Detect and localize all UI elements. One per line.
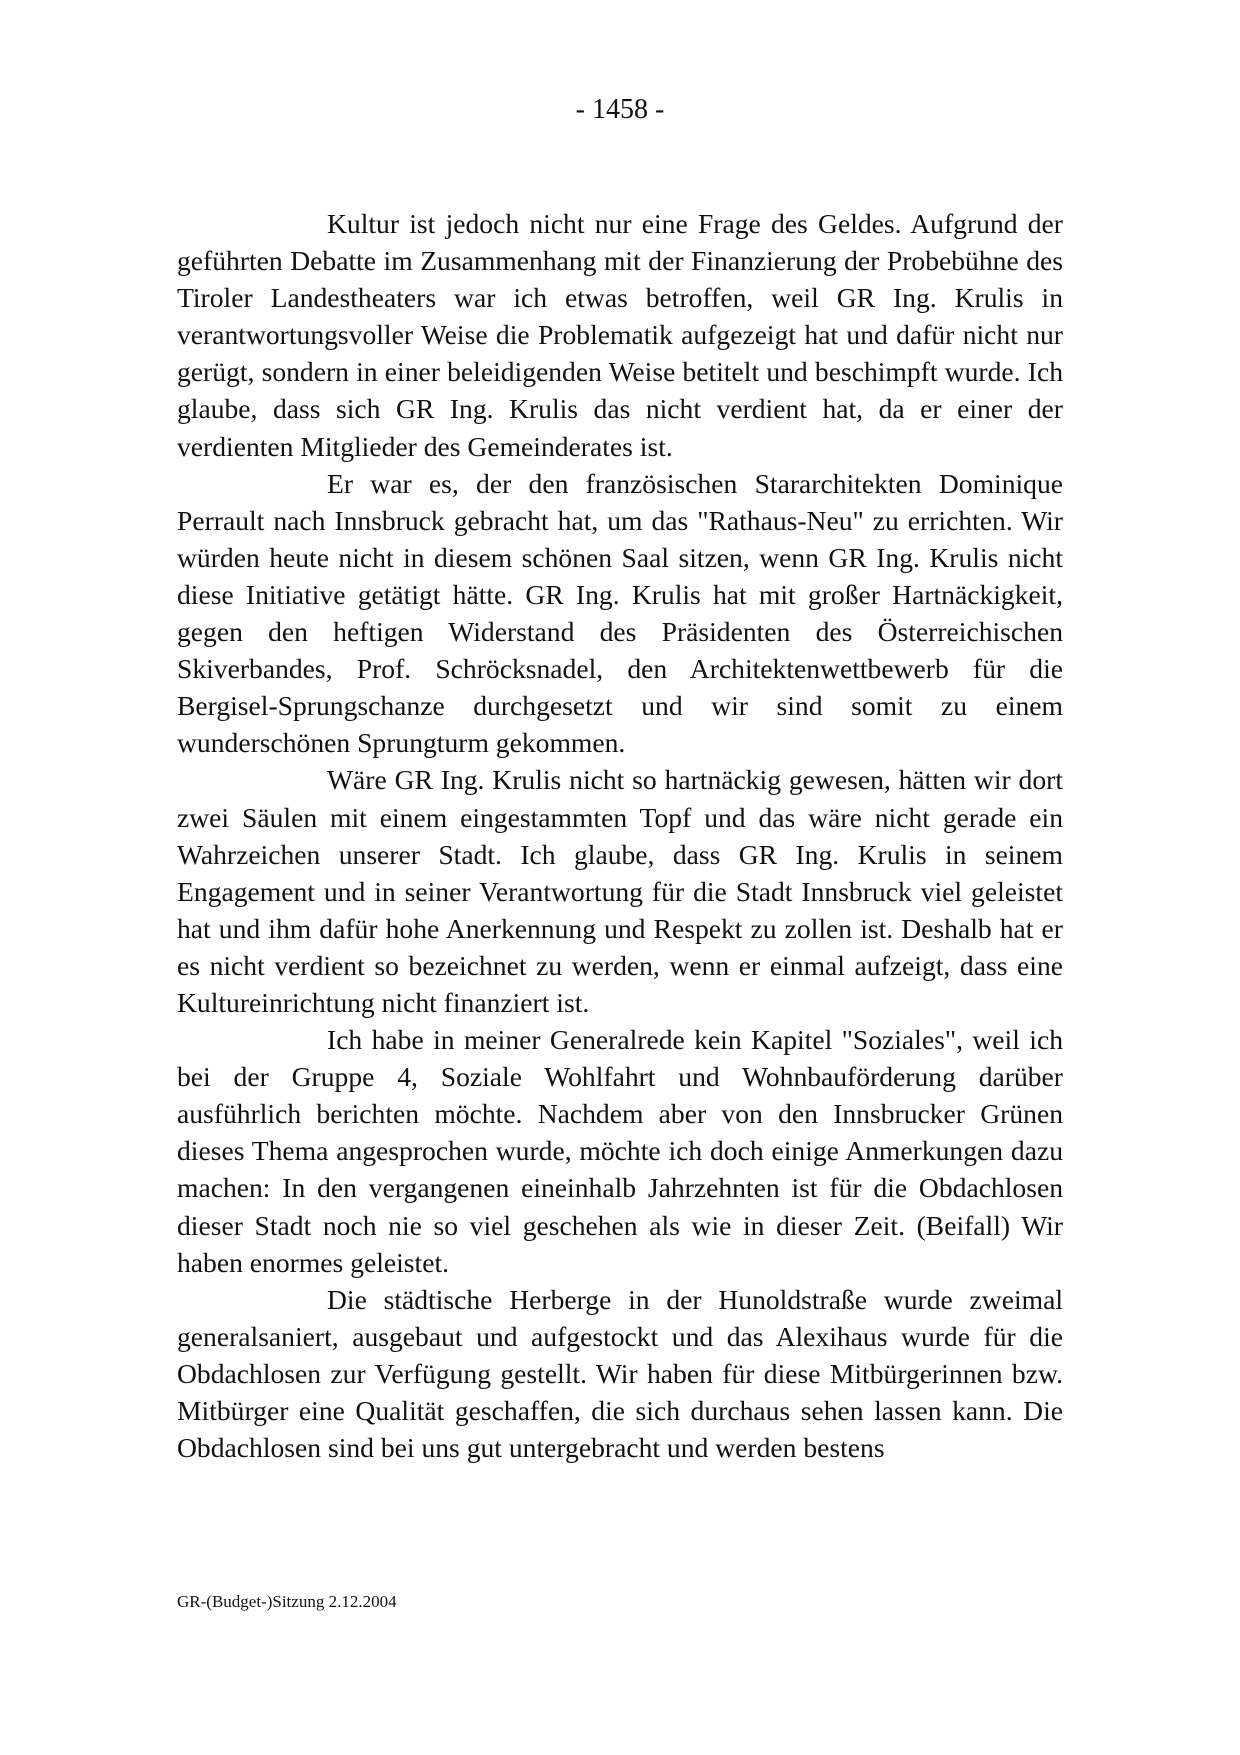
paragraph-herberge: Die städtische Herberge in der Hunoldstraße wurde zweimal generalsaniert, ausgebaut und aufgestockt und das Alexihaus wurde für die Obdachlosen zur Verfügung gestellt. Wir haben für diese Mitbürgerinnen bzw. Mitbürger eine Qualität geschaffen, die sich durchaus sehen lassen kann. Die Obdachlosen sind bei uns gut untergebracht und werden bestens (177, 1283, 1063, 1464)
paragraph-kultur: Kultur ist jedoch nicht nur eine Frage des Geldes. Aufgrund der geführten Debatte im Zusammenhang mit der Finanzierung der Probebühne des Tiroler Landestheaters war ich etwas betroffen, weil GR Ing. Krulis in verantwortungsvoller Weise die Problematik aufgezeigt hat und dafür nicht nur gerügt, sondern in einer beleidigenden Weise betitelt und beschimpft wurde. Ich glaube, dass sich GR Ing. Krulis das nicht verdient hat, da er einer der verdienten Mitglieder des Gemeinderates ist. (177, 208, 1063, 462)
footer-session-date: GR-(Budget-)Sitzung 2.12.2004 (177, 1592, 397, 1611)
page-number: - 1458 - (575, 94, 665, 125)
paragraph-perrault: Er war es, der den französischen Stararchitekten Dominique Perrault nach Innsbruck gebracht hat, um das "Rathaus-Neu" zu errichten. Wir würden heute nicht in diesem schönen Saal sitzen, wenn GR Ing. Krulis nicht diese Initiative getätigt hätte. GR Ing. Krulis hat mit großer Hartnäckigkeit, gegen den heftigen Widerstand des Präsidenten des Österreichischen Skiverbandes, Prof. Schröcksnadel, den Architektenwettbewerb für die Bergisel-Sprungschanze durchgesetzt und wir sind somit zu einem wunderschönen Sprungturm gekommen. (177, 467, 1063, 759)
document-body (177, 205, 1063, 1466)
paragraph-soziales: Ich habe in meiner Generalrede kein Kapitel "Soziales", weil ich bei der Gruppe 4, Soziale Wohlfahrt und Wohnbauförderung darüber ausführlich berichten möchte. Nachdem aber von den Innsbrucker Grünen dieses Thema angesprochen wurde, möchte ich doch einige Anmerkungen dazu machen: In den vergangenen eineinhalb Jahrzehnten ist für die Obdachlosen dieser Stadt noch nie so viel geschehen als wie in dieser Zeit. (Beifall) Wir haben enormes geleistet. (177, 1024, 1063, 1278)
paragraph-bergisel: Wäre GR Ing. Krulis nicht so hartnäckig gewesen, hätten wir dort zwei Säulen mit einem eingestammten Topf und das wäre nicht gerade ein Wahrzeichen unserer Stadt. Ich glaube, dass GR Ing. Krulis in seinem Engagement und in seiner Verantwortung für die Stadt Innsbruck viel geleistet hat und ihm dafür hohe Anerkennung und Respekt zu zollen ist. Deshalb hat er es nicht verdient so bezeichnet zu werden, wenn er einmal aufzeigt, dass eine Kultureinrichtung nicht finanziert ist. (177, 764, 1063, 1018)
